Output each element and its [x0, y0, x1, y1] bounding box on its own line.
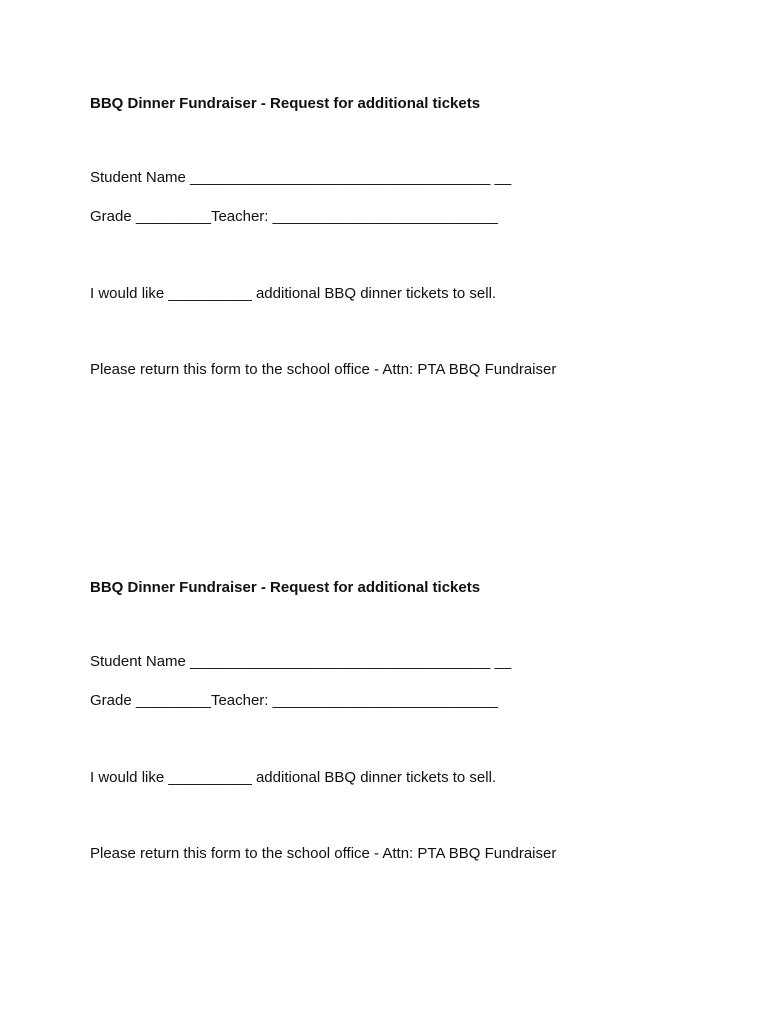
grade-teacher-field: Grade _________Teacher: ___________________________ — [90, 208, 498, 225]
student-name-field: Student Name ____________________________________ __ — [90, 653, 512, 670]
return-instructions: Please return this form to the school office - Attn: PTA BBQ Fundraiser — [90, 845, 557, 862]
form-title: BBQ Dinner Fundraiser - Request for additional tickets — [90, 579, 481, 596]
ticket-quantity-field: I would like __________ additional BBQ dinner tickets to sell. — [90, 769, 497, 786]
grade-teacher-field: Grade _________Teacher: ___________________________ — [90, 692, 498, 709]
ticket-quantity-field: I would like __________ additional BBQ dinner tickets to sell. — [90, 285, 497, 302]
return-instructions: Please return this form to the school office - Attn: PTA BBQ Fundraiser — [90, 361, 557, 378]
form-title: BBQ Dinner Fundraiser - Request for additional tickets — [90, 95, 481, 112]
student-name-field: Student Name ____________________________________ __ — [90, 169, 512, 186]
